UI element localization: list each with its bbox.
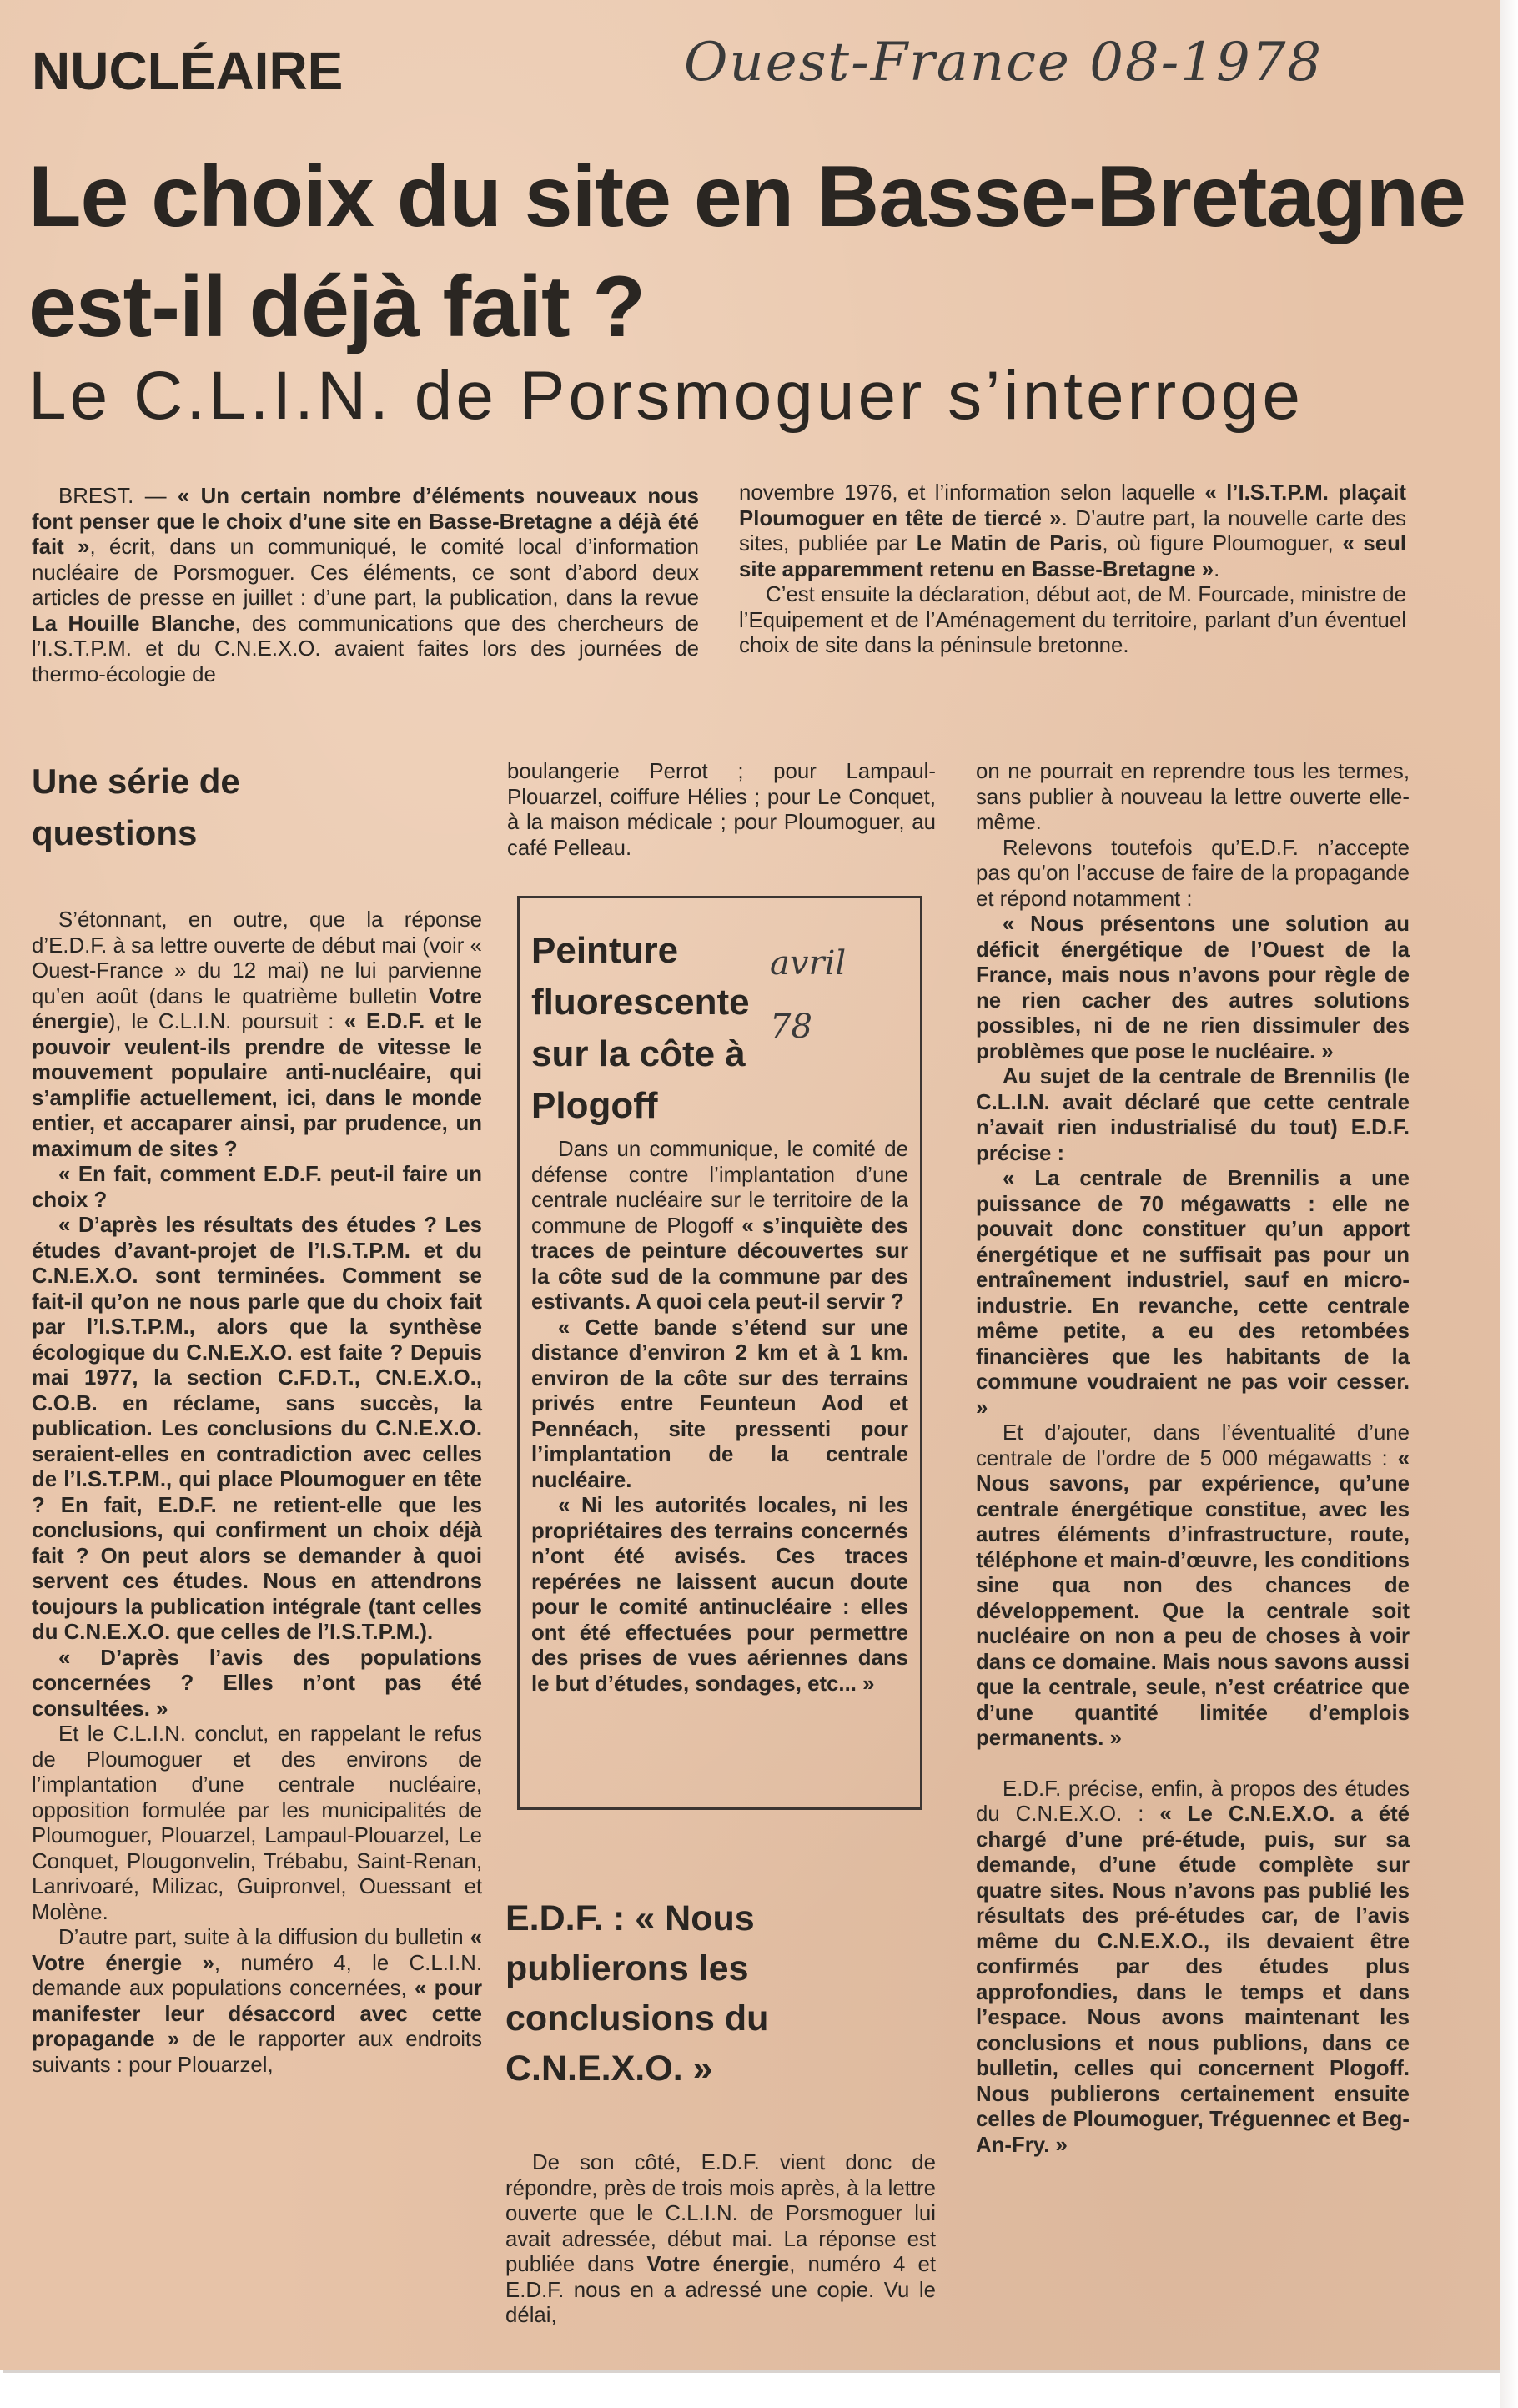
subheadline: Le C.L.I.N. de Porsmoguer s’interroge [28, 358, 1304, 434]
bold-text-run: Au sujet de la centrale de Brennilis (le C.L.I.N. avait déclaré que cette centrale n’avait rien industrialisé du tout) E.D.F. précise : [976, 1065, 1410, 1165]
text-run: , où figure Ploumoguer, [1102, 532, 1343, 555]
paragraph [976, 836, 1410, 912]
intro-paragraph [32, 484, 699, 687]
bold-text-run: « seul site apparemment retenu en Basse-Bretagne » [739, 532, 1406, 581]
paragraph [32, 1925, 482, 2078]
sidebar-box [517, 896, 922, 1810]
section-2 [505, 1893, 936, 2329]
bold-text-run: « Nous savons, par expérience, qu’une centrale énergétique constitue, avec les autres éléments d’infrastructure, route, téléphone et main-d’œuvre, les conditions sine qua non des chances de développement. Que la centrale soit nucléaire on non a peu de choses à voir dans ce domaine. Mais nous savons aussi que la centrale, seule, n’est créatrice que d’une quantité limitée d’emplois permanents. » [976, 1446, 1410, 1750]
column-3 [976, 759, 1410, 2158]
text-run: E.D.F. précise, enfin, à propos des études du C.N.E.X.O. : [976, 1777, 1410, 1826]
text-run: , numéro 4 et E.D.F. nous en a adressé une copie. Vu le délai, [505, 2253, 936, 2327]
bold-text-run: La Houille Blanche [32, 611, 235, 636]
text-run: , écrit, dans un communiqué, le comité local d’information nucléaire de Porsmoguer. Ces éléments, ce sont d’abord deux articles de presse en juillet : d’une part, la publication, dans la revue [32, 535, 699, 610]
bold-text-run: « pour manifester leur désaccord avec cette propagande » [32, 1977, 482, 2051]
paragraph [531, 1315, 908, 1494]
paragraph [531, 1493, 908, 1697]
paragraph [32, 1646, 482, 1722]
text-run: Relevons toutefois qu’E.D.F. n’accepte pas qu’on l’accuse de faire de la propagande et répond notamment : [976, 836, 1410, 911]
bold-text-run: Votre énergie [646, 2253, 790, 2276]
bold-text-run: « Le C.N.E.X.O. a été chargé d’une pré-étude, puis, sur sa demande, d’une étude complète sur quatre sites. Nous n’avons pas publié les résultats des pré-études car, de l’avis même du C.N.E.X.O., ils devaient être confirmés par des études plus approfondies, dans le temps et dans l’espace. Nous avons maintenant les conclusions et nous publions, dans ce bulletin, celles qui concernent Plogoff. Nous publierons certainement ensuite celles de Ploumoguer, Tréguennec et Beg-An-Fry. » [976, 1802, 1410, 2157]
intro-paragraph-3: C’est ensuite la déclaration, début aot, de M. Fourcade, ministre de l’Equipement et de l’Aménagement du territoire, parlant d’un éventuel choix de site dans la péninsule bretonne. [739, 583, 1406, 657]
paragraph [976, 1420, 1410, 1752]
paragraph [531, 1137, 908, 1315]
paragraph [505, 2150, 936, 2329]
paragraph [32, 1722, 482, 1925]
column-2-paragraph: boulangerie Perrot ; pour Lampaul-Plouarzel, coiffure Hélies ; pour Le Conquet, à la maison médicale ; pour Ploumoguer, au café Pelleau. [507, 760, 936, 860]
bold-text-run: « Un certain nombre d’éléments nouveaux nous font penser que le choix d’une site en Basse-Bretagne a déjà été fait » [32, 485, 699, 559]
bold-text-run: « Ni les autorités locales, ni les propriétaires des terrains concernés n’ont été avisés. Ces traces repérées ne laissent aucun doute pour le comité antinucléaire : elles ont été effectuées pour permettre des prises de vues aériennes dans le but d’études, sondages, etc... » [531, 1494, 908, 1696]
handwritten-date-note: Ouest-France 08-1978 [684, 32, 1324, 93]
bold-text-run: « D’après l’avis des populations concernées ? Elles n’ont pas été consultées. » [32, 1646, 482, 1721]
text-run: S’étonnant, en outre, que la réponse d’E.D.F. à sa lettre ouverte de début mai (voir « Ouest-France » du 12 mai) ne lui parvienne qu’en août (dans le quatrième bulletin [32, 908, 482, 1008]
column-2-continuation [507, 759, 936, 861]
text-run: , des communications que des chercheurs de l’I.S.T.P.M. et du C.N.E.X.O. avaient faites lors des journées de thermo-écologie de [32, 611, 699, 686]
bold-text-run: « La centrale de Brennilis a une puissance de 70 mégawatts : elle ne pouvait donc constituer qu’un apport énergétique et ne suffisait pas pour un entraînement industriel, sauf en micro-industrie. En revanche, cette centrale même petite, a eu des retombées financières que les habitants de la commune voudraient ne pas voir cesser. » [976, 1167, 1410, 1420]
bold-text-run: « En fait, comment E.D.F. peut-il faire un choix ? [32, 1163, 482, 1212]
intro-paragraph-2 [739, 480, 1406, 582]
text-run: . [1214, 557, 1220, 581]
sidebar-body [531, 1137, 908, 1697]
bold-text-run: Le Matin de Paris [916, 532, 1103, 555]
sidebar-title: Peinture fluorescente sur la côte à Plogoff [531, 930, 750, 1126]
text-run: Dans un communique, le comité de défense contre l’implantation d’une centrale nucléaire sur le territoire de la commune de Plogoff [531, 1138, 908, 1238]
bold-text-run: « Nous présentons une solution au déficit énergétique de l’Ouest de la France, mais nous n’avons pour règle de ne rien cacher des autres solutions possibles, ni de ne rien dissimuler des problèmes que pose le nucléaire. » [976, 912, 1410, 1063]
paragraph [32, 1162, 482, 1213]
paragraph [976, 912, 1410, 1064]
section-heading: E.D.F. : « Nous publierons les conclusions du C.N.E.X.O. » [505, 1898, 769, 2089]
text-run: De son côté, E.D.F. vient donc de répondre, près de trois mois après, à la lettre ouverte que le C.L.I.N. de Porsmoguer lui avait adressée, début mai. La réponse est publiée dans [505, 2151, 936, 2276]
bold-text-run: « Votre énergie » [32, 1926, 482, 1975]
paragraph [32, 1213, 482, 1646]
bold-text-run: « s’inquiète des traces de peinture découvertes sur la côte sud de la commune par des estivants. A quoi cela peut-il servir ? [531, 1214, 909, 1314]
kicker-label: NUCLÉAIRE [32, 41, 344, 101]
sidebar-handwritten-note: avril 78 [770, 944, 847, 1046]
text-run: novembre 1976, et l’information selon laquelle [739, 481, 1205, 505]
text-run: , numéro 4, le C.L.I.N. demande aux populations concernées, [32, 1951, 482, 2000]
paragraph [32, 907, 482, 1162]
section-2-body [505, 2150, 936, 2329]
intro-left-column [32, 484, 699, 687]
scan-background-edge [1500, 0, 1518, 2408]
bold-text-run: « l’I.S.T.P.M. plaçait Ploumoguer en tête de tiercé » [739, 481, 1406, 530]
section-heading: Une série de questions [32, 762, 240, 852]
text-run: de le rapporter aux endroits suivants : pour Plouarzel, [32, 2028, 482, 2077]
bold-text-run: Votre énergie [32, 984, 482, 1033]
text-run: BREST. — [58, 485, 178, 508]
intro-right-column [739, 480, 1406, 659]
bold-text-run: « D’après les résultats des études ? Les études d’avant-projet de l’I.S.T.P.M. et du C.N.E.X.O. sont terminées. Comment se fait-il qu’on ne nous parle que du choix fait par l’I.S.T.P.M., alors que la synthèse écologique du C.N.E.X.O. est faite ? Depuis mai 1977, la section C.F.D.T., CN.E.X.O., C.O.B. en réclame, sans succès, la publication. Les conclusions du C.N.E.X.O. seraient-elles en contradiction avec celles de l’I.S.T.P.M., qui place Ploumoguer en tête ? En fait, E.D.F. ne retient-elle que les conclusions, qui confirment un choix déjà fait ? On peut alors se demander à quoi servent ces études. Nous en attendrons toujours la publication intégrale (tant celles du C.N.E.X.O. que celles de l’I.S.T.P.M.). [32, 1214, 482, 1644]
bold-text-run: « Cette bande s’étend sur une distance d’environ 2 km et à 1 km. environ de la côte sur des terrains privés entre Feunteun Aod et Pennéach, site pressenti pour l’implantation de la centrale nucléaire. [531, 1315, 908, 1492]
section-1 [32, 756, 482, 2078]
text-run: on ne pourrait en reprendre tous les termes, sans publier à nouveau la lettre ouverte elle-même. [976, 760, 1410, 834]
paragraph [976, 1777, 1410, 2159]
text-run: . D’autre part, la nouvelle carte des sites, publiée par [739, 506, 1406, 555]
text-run: Et le C.L.I.N. conclut, en rappelant le refus de Ploumoguer et des environs de l’implantation d’une centrale nucléaire, opposition formulée par les municipalités de Ploumoguer, Plouarzel, Lampaul-Plouarzel, Le Conquet, Plougonvelin, Trébabu, Saint-Renan, Lanrivoaré, Milizac, Guipronvel, Ouessant et Molène. [32, 1722, 482, 1924]
bold-text-run: « E.D.F. et le pouvoir veulent-ils prendre de vitesse le mouvement populaire anti-nucléaire, qui s’amplifie actuellement, ici, dans le monde entier, et accaparer ainsi, par prudence, un maximum de sites ? [32, 1010, 482, 1161]
text-run: ), le C.L.I.N. poursuit : [108, 1010, 344, 1033]
paragraph [976, 1166, 1410, 1420]
paragraph [976, 1064, 1410, 1166]
paragraph [976, 759, 1410, 836]
text-run: Et d’ajouter, dans l’éventualité d’une centrale de l’ordre de 5 000 mégawatts : [976, 1421, 1410, 1470]
headline: Le choix du site en Basse-Bretagne est-il déjà fait ? [28, 148, 1465, 355]
section-1-body [32, 907, 482, 2078]
text-run: D’autre part, suite à la diffusion du bulletin [58, 1926, 470, 1949]
